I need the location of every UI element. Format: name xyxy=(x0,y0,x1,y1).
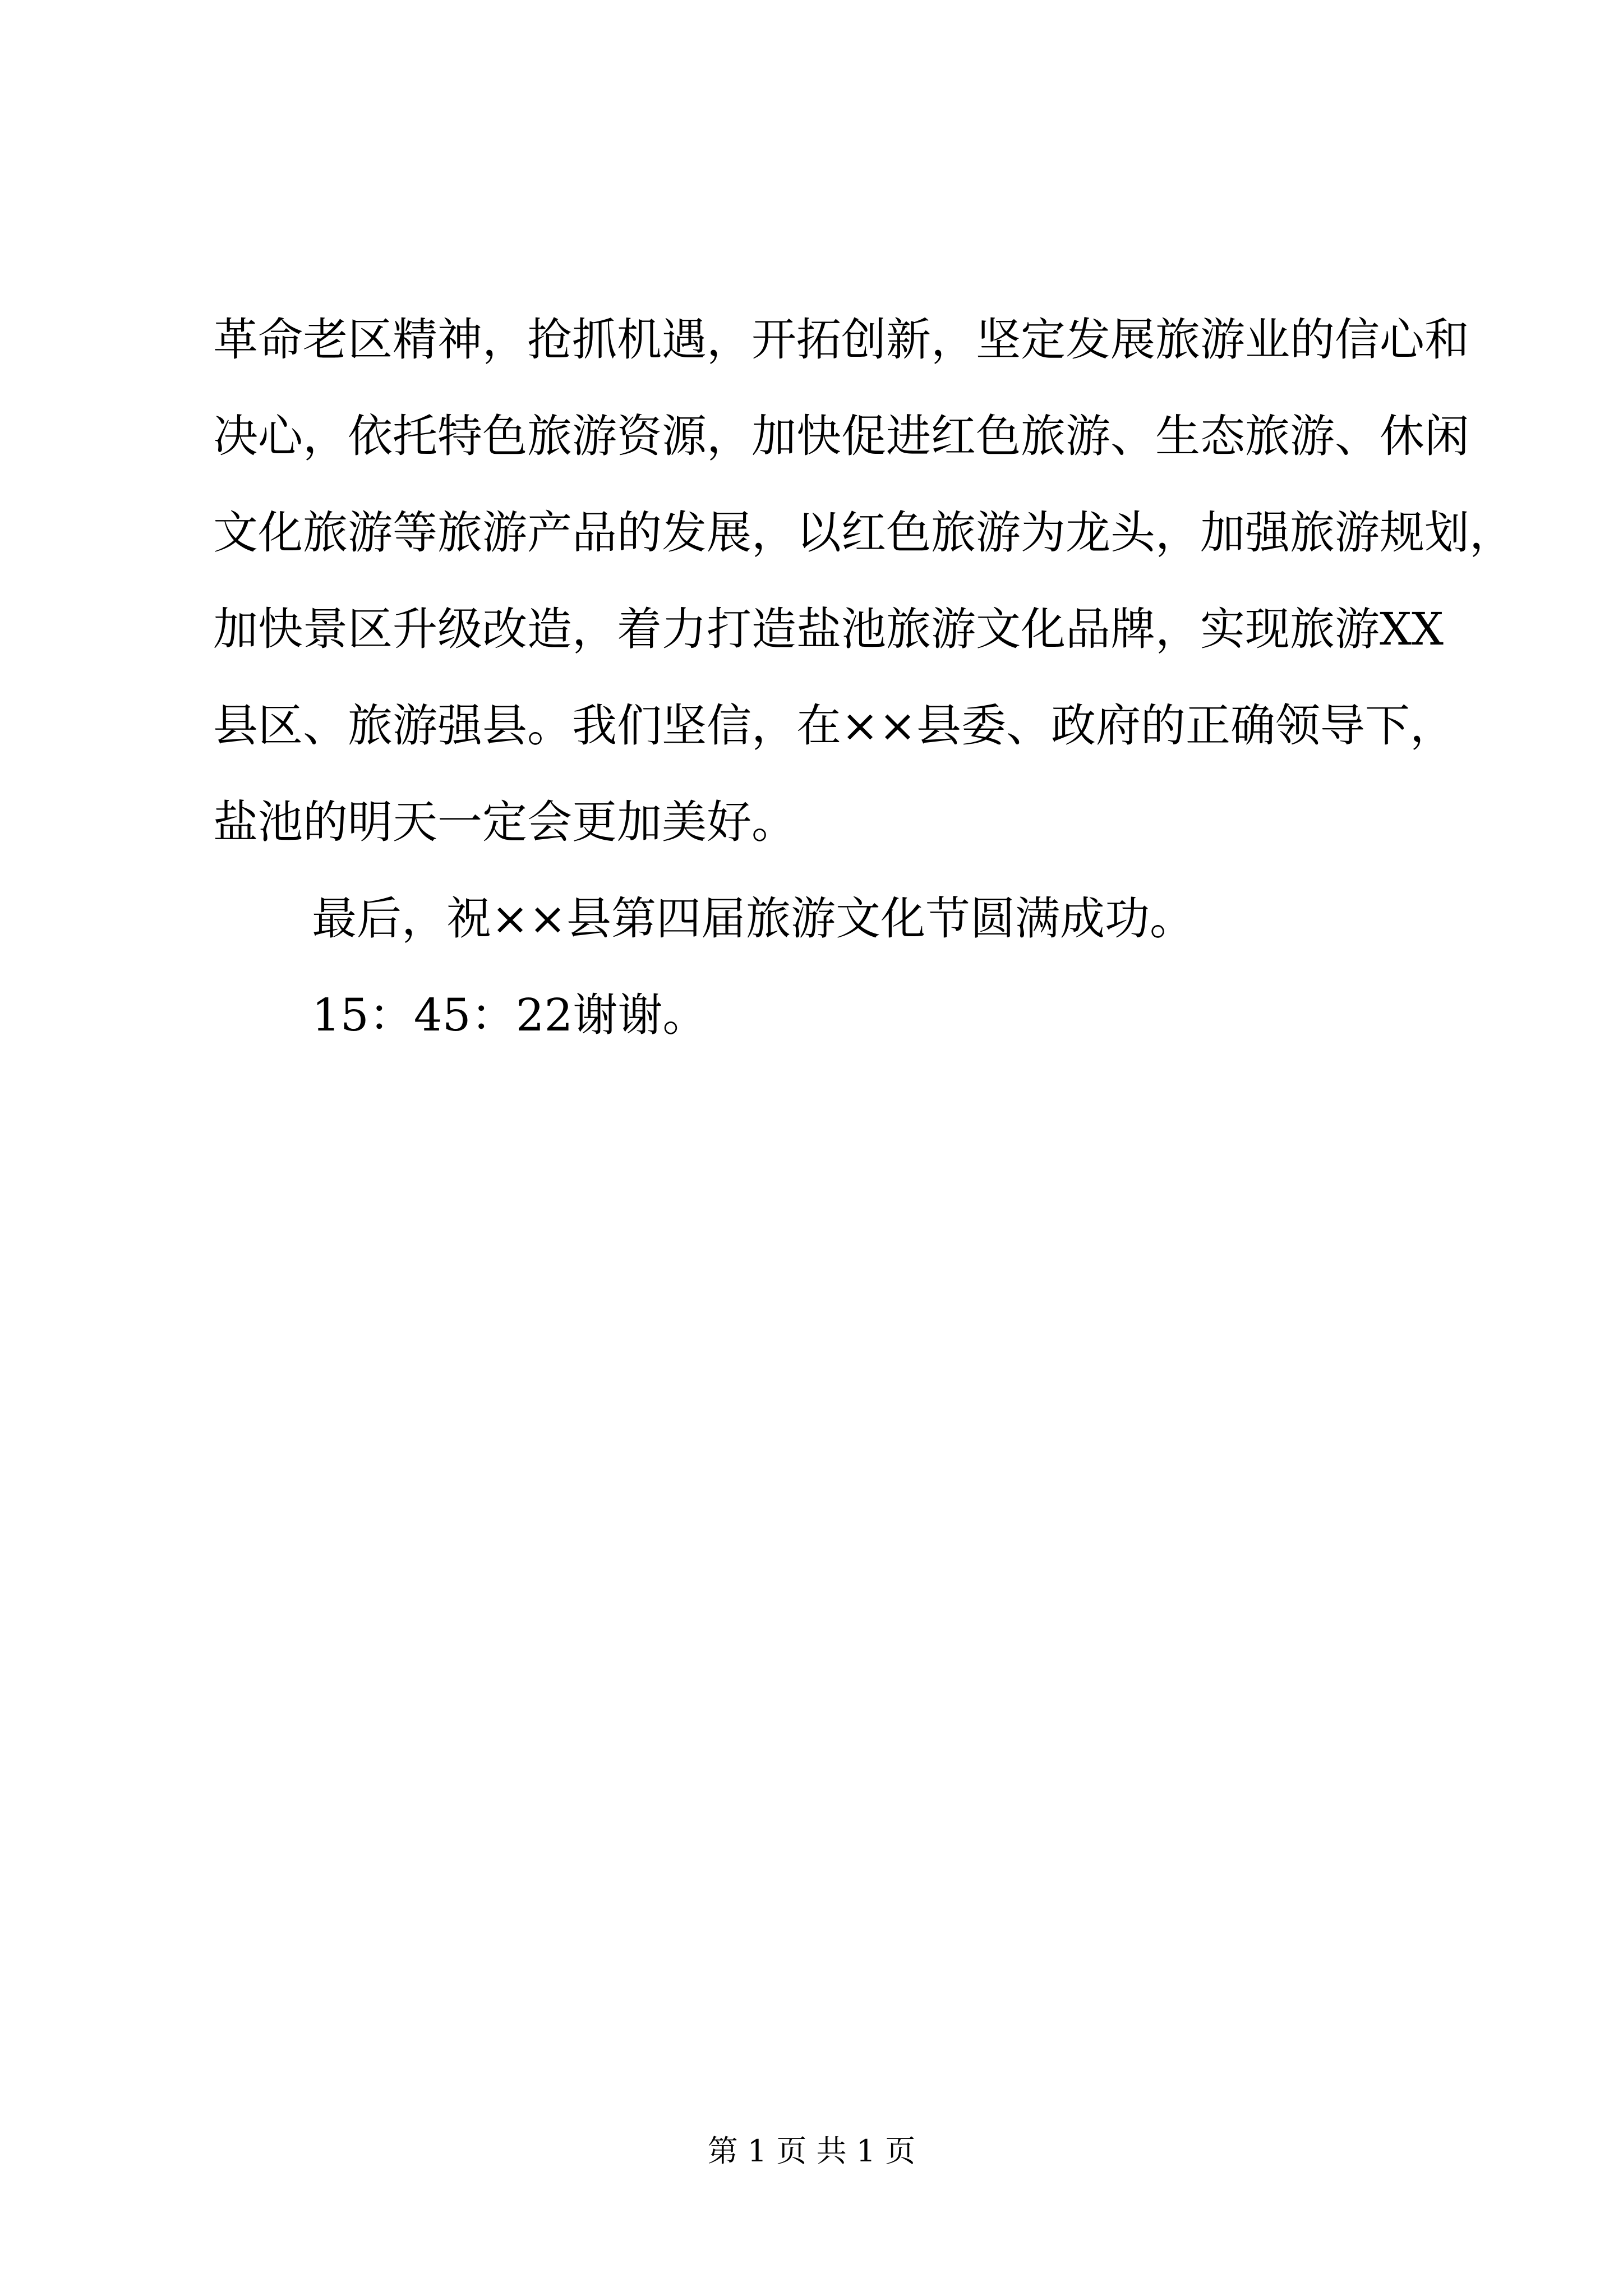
paragraph-line: 革命老区精神，抢抓机遇，开拓创新，坚定发展旅游业的信心和 xyxy=(213,314,1469,366)
paragraph-line: 文化旅游等旅游产品的发展，以红色旅游为龙头，加强旅游规划， xyxy=(213,507,1514,559)
page-footer: 第 1 页 共 1 页 xyxy=(707,2133,916,2169)
closing-paragraph: 最后，祝××县第四届旅游文化节圆满成功。 xyxy=(312,892,1195,945)
paragraph-line: 决心，依托特色旅游资源，加快促进红色旅游、生态旅游、休闲 xyxy=(213,410,1469,462)
paragraph-line: 县区、旅游强县。我们坚信，在××县委、政府的正确领导下， xyxy=(213,700,1455,752)
document-body xyxy=(213,292,1514,1064)
paragraph-line: 盐池的明天一定会更加美好。 xyxy=(213,796,796,848)
paragraph-line: 加快景区升级改造，着力打造盐池旅游文化品牌，实现旅游XX xyxy=(213,603,1444,655)
thanks-paragraph: 15：45：22谢谢。 xyxy=(312,989,708,1041)
